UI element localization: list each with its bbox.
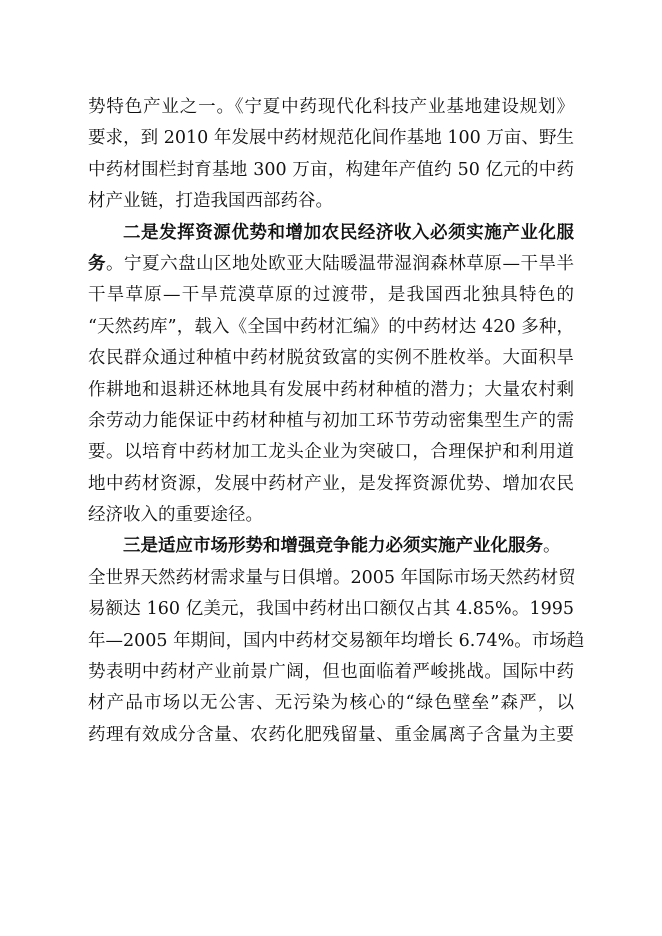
text-line <box>88 657 574 688</box>
line-text: 势表明中药材产业前景广阔，但也面临着严峻挑战。国际中药 <box>88 662 574 683</box>
line-text: 地中药材资源，发展中药材产业，是发挥资源优势、增加农民 <box>88 473 574 494</box>
bold-heading-text: 三是适应市场形势和增强竞争能力必须实施产业化服务 <box>123 536 543 557</box>
text-line <box>88 312 574 343</box>
line-text: 。 <box>543 536 561 557</box>
line-text: 要。以培育中药材加工龙头企业为突破口，合理保护和利用道 <box>88 442 574 463</box>
text-line <box>88 594 574 625</box>
line-text: 经济收入的重要途径。 <box>88 505 263 526</box>
text-line <box>88 249 574 280</box>
line-text: 年—2005 年期间，国内中药材交易额年均增长 6.74%。市场趋 <box>88 630 585 651</box>
text-line <box>88 406 574 437</box>
body-text <box>88 92 585 751</box>
text-line <box>88 123 574 154</box>
bold-heading-text: 务 <box>88 253 107 274</box>
line-text: 余劳动力能保证中药材种植与初加工环节劳动密集型生产的需 <box>88 410 574 431</box>
line-text: 干旱草原—干旱荒漠草原的过渡带，是我国西北独具特色的 <box>88 285 574 306</box>
text-line <box>88 375 574 406</box>
text-line <box>88 720 574 751</box>
line-text: “天然药库”，载入《全国中药材汇编》的中药材达 420 多种， <box>88 316 574 337</box>
paragraph <box>88 92 574 218</box>
line-text: 。宁夏六盘山区地处欧亚大陆暖温带湿润森林草原—干旱半 <box>106 253 575 274</box>
text-line <box>88 155 574 186</box>
text-line <box>88 92 574 123</box>
line-text: 药理有效成分含量、农药化肥残留量、重金属离子含量为主要 <box>88 724 574 745</box>
text-line <box>88 186 574 217</box>
line-text: 势特色产业之一。《宁夏中药现代化科技产业基地建设规划》 <box>88 97 574 117</box>
text-line <box>88 500 574 531</box>
text-line <box>88 563 574 594</box>
line-text: 全世界天然药材需求量与日俱增。2005 年国际市场天然药材贸 <box>88 567 576 588</box>
text-line <box>88 437 574 468</box>
bold-heading-text: 二是发挥资源优势和增加农民经济收入必须实施产业化服 <box>123 222 574 243</box>
text-line <box>88 531 574 562</box>
text-line <box>88 218 574 249</box>
line-text: 农民群众通过种植中药材脱贫致富的实例不胜枚举。大面积旱 <box>88 348 574 369</box>
paragraph <box>88 218 574 532</box>
line-text: 材产品市场以无公害、无污染为核心的“绿色壁垒”森严，以 <box>88 693 574 714</box>
line-text: 材产业链，打造我国西部药谷。 <box>88 191 333 212</box>
text-line <box>88 280 574 311</box>
line-text: 作耕地和退耕还林地具有发展中药材种植的潜力；大量农村剩 <box>88 379 574 400</box>
line-text: 要求，到 2010 年发展中药材规范化间作基地 100 万亩、野生 <box>88 128 574 149</box>
text-line <box>88 469 574 500</box>
text-line <box>88 688 574 719</box>
text-line <box>88 626 585 657</box>
paragraph <box>88 531 585 751</box>
text-line <box>88 343 574 374</box>
line-text: 中药材围栏封育基地 300 万亩，构建年产值约 50 亿元的中药 <box>88 159 574 180</box>
line-text: 易额达 160 亿美元，我国中药材出口额仅占其 4.85%。1995 <box>88 599 574 620</box>
